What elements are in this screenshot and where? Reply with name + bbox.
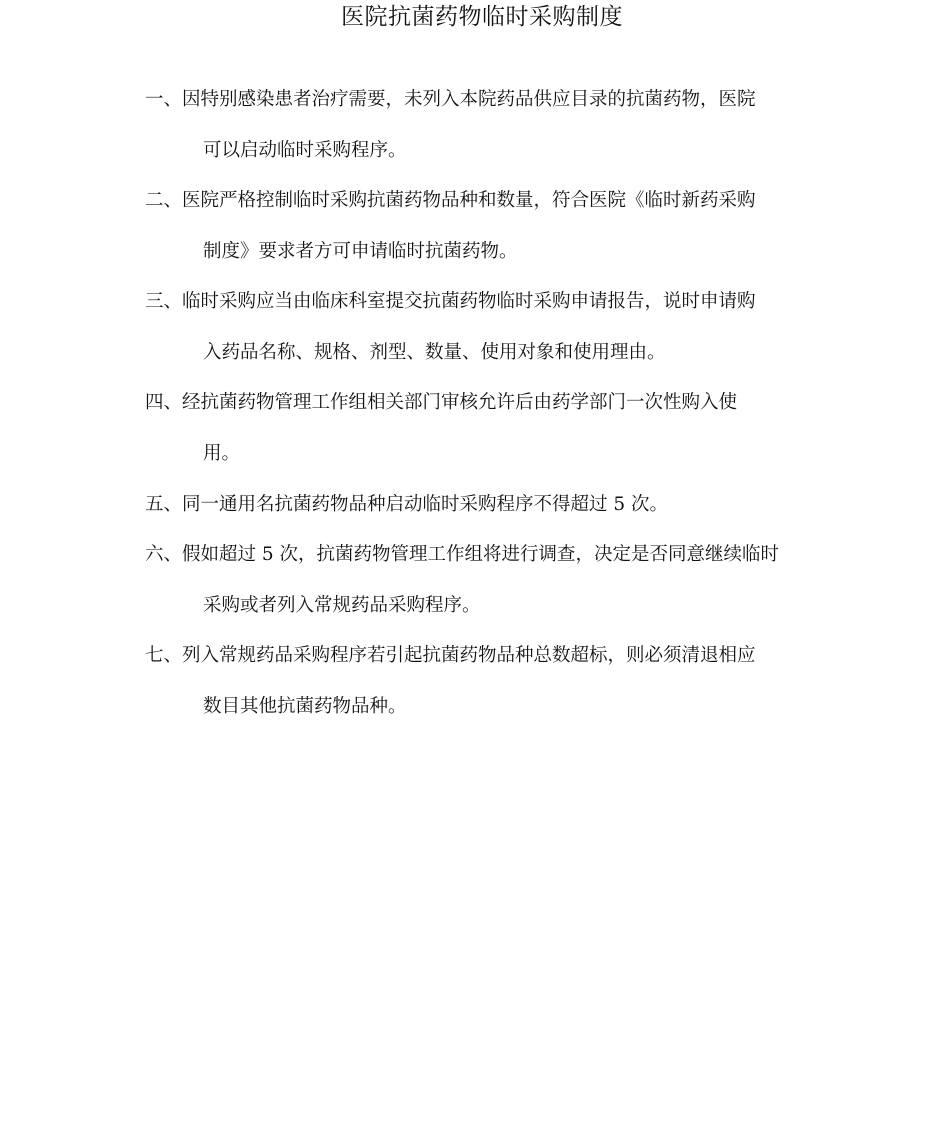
clause-4 bbox=[145, 389, 825, 468]
clause-text: 假如超过 5 次，抗菌药物管理工作组将进行调查，决定是否同意继续临时 bbox=[182, 544, 780, 565]
clause-text: 医院严格控制临时采购抗菌药物品种和数量，符合医院《临时新药采购 bbox=[182, 190, 756, 211]
clause-7 bbox=[145, 642, 825, 721]
document-title: 医院抗菌药物临时采购制度 bbox=[341, 4, 623, 30]
clause-line bbox=[145, 642, 825, 670]
clause-continuation: 用。 bbox=[203, 443, 241, 464]
clause-1 bbox=[145, 86, 825, 165]
clause-5 bbox=[145, 491, 825, 519]
clause-continuation: 数目其他抗菌药物品种。 bbox=[203, 696, 407, 717]
clause-line bbox=[145, 389, 825, 417]
clause-number: 五、 bbox=[145, 494, 183, 515]
clause-continuation: 制度》要求者方可申请临时抗菌药物。 bbox=[203, 241, 518, 262]
clause-6 bbox=[145, 541, 825, 620]
clause-number: 三、 bbox=[145, 291, 183, 312]
clause-continuation: 可以启动临时采购程序。 bbox=[203, 140, 407, 161]
clause-line bbox=[145, 541, 825, 569]
clause-continuation: 入药品名称、规格、剂型、数量、使用对象和使用理由。 bbox=[203, 342, 666, 363]
clause-line bbox=[145, 288, 825, 316]
clause-text: 列入常规药品采购程序若引起抗菌药物品种总数超标，则必须清退相应 bbox=[182, 645, 756, 666]
clause-text: 经抗菌药物管理工作组相关部门审核允许后由药学部门一次性购入使 bbox=[182, 392, 738, 413]
clause-number: 一、 bbox=[145, 89, 183, 110]
clause-continuation: 采购或者列入常规药品采购程序。 bbox=[203, 595, 481, 616]
clause-number: 六、 bbox=[145, 544, 183, 565]
clause-3 bbox=[145, 288, 825, 367]
clause-number: 七、 bbox=[145, 645, 183, 666]
clause-number: 四、 bbox=[145, 392, 183, 413]
clause-line bbox=[145, 491, 825, 519]
clause-number: 二、 bbox=[145, 190, 183, 211]
clause-line bbox=[145, 187, 825, 215]
clause-line bbox=[145, 86, 825, 114]
clause-text: 同一通用名抗菌药物品种启动临时采购程序不得超过 5 次。 bbox=[182, 494, 669, 515]
clause-text: 临时采购应当由临床科室提交抗菌药物临时采购申请报告，说时申请购 bbox=[182, 291, 756, 312]
clause-text: 因特别感染患者治疗需要，未列入本院药品供应目录的抗菌药物，医院 bbox=[182, 89, 756, 110]
clause-2 bbox=[145, 187, 825, 266]
